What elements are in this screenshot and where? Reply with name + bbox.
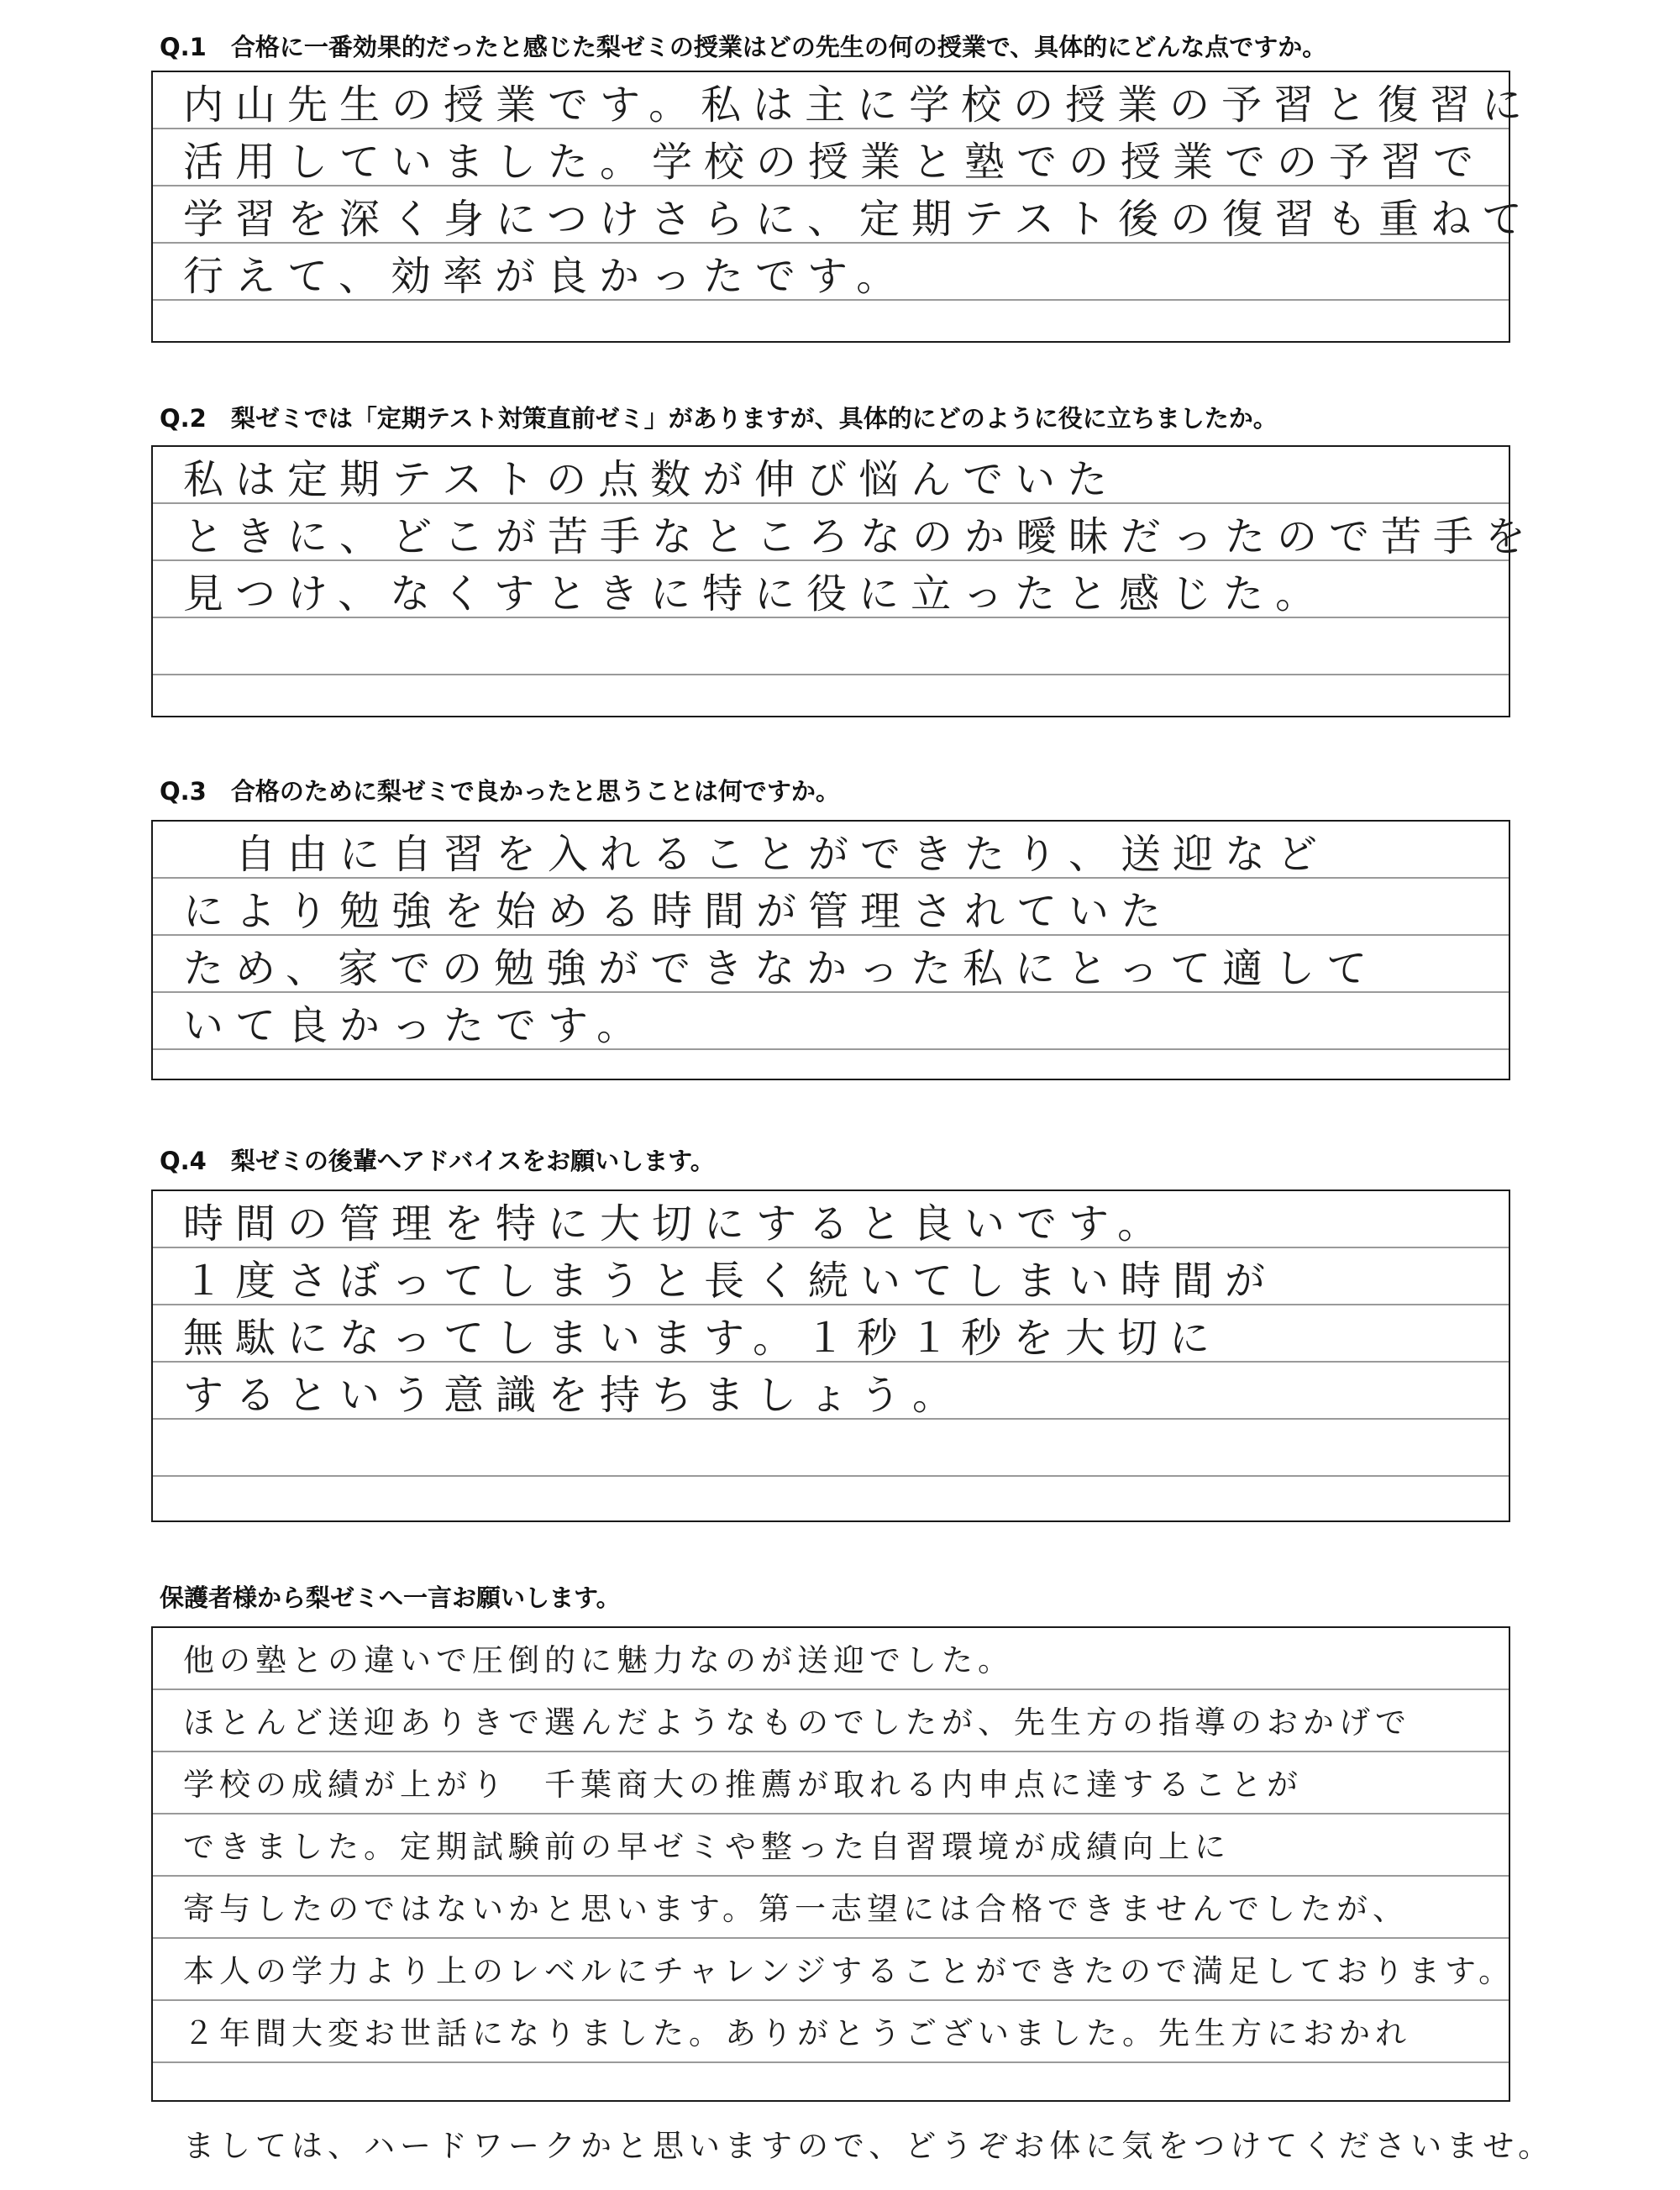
answer-box-2 <box>151 445 1538 717</box>
answer-2-lines <box>183 454 1538 682</box>
question-3-text: Q.3 合格のために梨ゼミで良かったと思うことは何ですか。 <box>160 777 840 806</box>
answer-3-lines <box>183 828 1492 1057</box>
answer-2-line: 私は定期テストの点数が伸び悩んでいた <box>183 456 1120 503</box>
answer-4-line <box>183 1426 1492 1484</box>
answer-1-line: 内山先生の授業です。私は主に学校の授業の予習と復習に <box>183 81 1535 129</box>
parent-comment-line: 寄与したのではないかと思います。第一志望には合格できませんでしたが、 <box>183 1891 1410 1927</box>
answer-3-line: ため、家での勉強ができなかった私にとって適して <box>183 945 1379 992</box>
answer-box-3 <box>151 820 1510 1080</box>
parent-comment-line: ほとんど送迎ありきで選んだようなものでしたが、先生方の指導のおかげで <box>183 1704 1411 1741</box>
parent-comment-line: 学校の成績が上がり 千葉商大の推薦が取れる内申点に達することが <box>183 1767 1303 1803</box>
answer-4-line: するという意識を持ちましょう。 <box>183 1372 965 1419</box>
answer-3-line: いて良かったです。 <box>183 1002 649 1049</box>
answer-4-line: １度さぼってしまうと長く続いてしまい時間が <box>183 1258 1278 1305</box>
answer-2-line <box>183 625 1492 682</box>
answer-4-line: 無駄になってしまいます。１秒１秒を大切に <box>183 1315 1222 1362</box>
answer-box-parent <box>151 1626 1515 2102</box>
parent-comment-line: ２年間大変お世話になりました。ありがとうございました。先生方におかれ <box>183 2015 1411 2051</box>
answer-2-line: 見つけ、なくすときに特に役に立ったと感じた。 <box>183 570 1328 617</box>
answer-1-lines <box>183 79 1535 307</box>
answer-1-line: 行えて、効率が良かったです。 <box>183 253 909 300</box>
question-2-text: Q.2 梨ゼミでは「定期テスト対策直前ゼミ」がありますが、具体的にどのように役に立ちましたか。 <box>160 404 1278 433</box>
parent-comment-overflow-line: ましては、ハードワークかと思いますので、どうぞお体に気をつけてくださいませ。 <box>183 2128 1555 2164</box>
parent-comment-line: 他の塾との違いで圧倒的に魅力なのが送迎でした。 <box>183 1642 1014 1678</box>
answer-4-line: 時間の管理を特に大切にすると良いです。 <box>183 1200 1170 1247</box>
answer-3-line: 自由に自習を入れることができたり、送迎など <box>183 831 1330 878</box>
question-1-text: Q.1 合格に一番効果的だったと感じた梨ゼミの授業はどの先生の何の授業で、具体的にどんな点ですか。 <box>160 33 1327 61</box>
parent-comment-line: 本人の学力より上のレベルにチャレンジすることができたので満足しております。 <box>183 1953 1515 1989</box>
parent-comment-title: 保護者様から梨ゼミへ一言お願いします。 <box>160 1583 621 1612</box>
question-4-text: Q.4 梨ゼミの後輩へアドバイスをお願いします。 <box>160 1147 715 1175</box>
answer-3-line: により勉強を始める時間が管理されていた <box>183 888 1173 935</box>
parent-comment-lines <box>183 1633 1515 2068</box>
parent-comment-line: できました。定期試験前の早ゼミや整った自習環境が成績向上に <box>183 1829 1231 1865</box>
answer-4-lines <box>183 1198 1492 1484</box>
answer-box-4 <box>151 1190 1510 1522</box>
answer-2-line: ときに、どこが苦手なところなのか曖昧だったので苦手を <box>183 513 1538 560</box>
answer-box-1 <box>151 71 1535 343</box>
answer-1-line: 学習を深く身につけさらに、定期テスト後の復習も重ねて <box>183 196 1534 243</box>
answer-1-line: 活用していました。学校の授業と塾での授業での予習で <box>183 139 1486 186</box>
